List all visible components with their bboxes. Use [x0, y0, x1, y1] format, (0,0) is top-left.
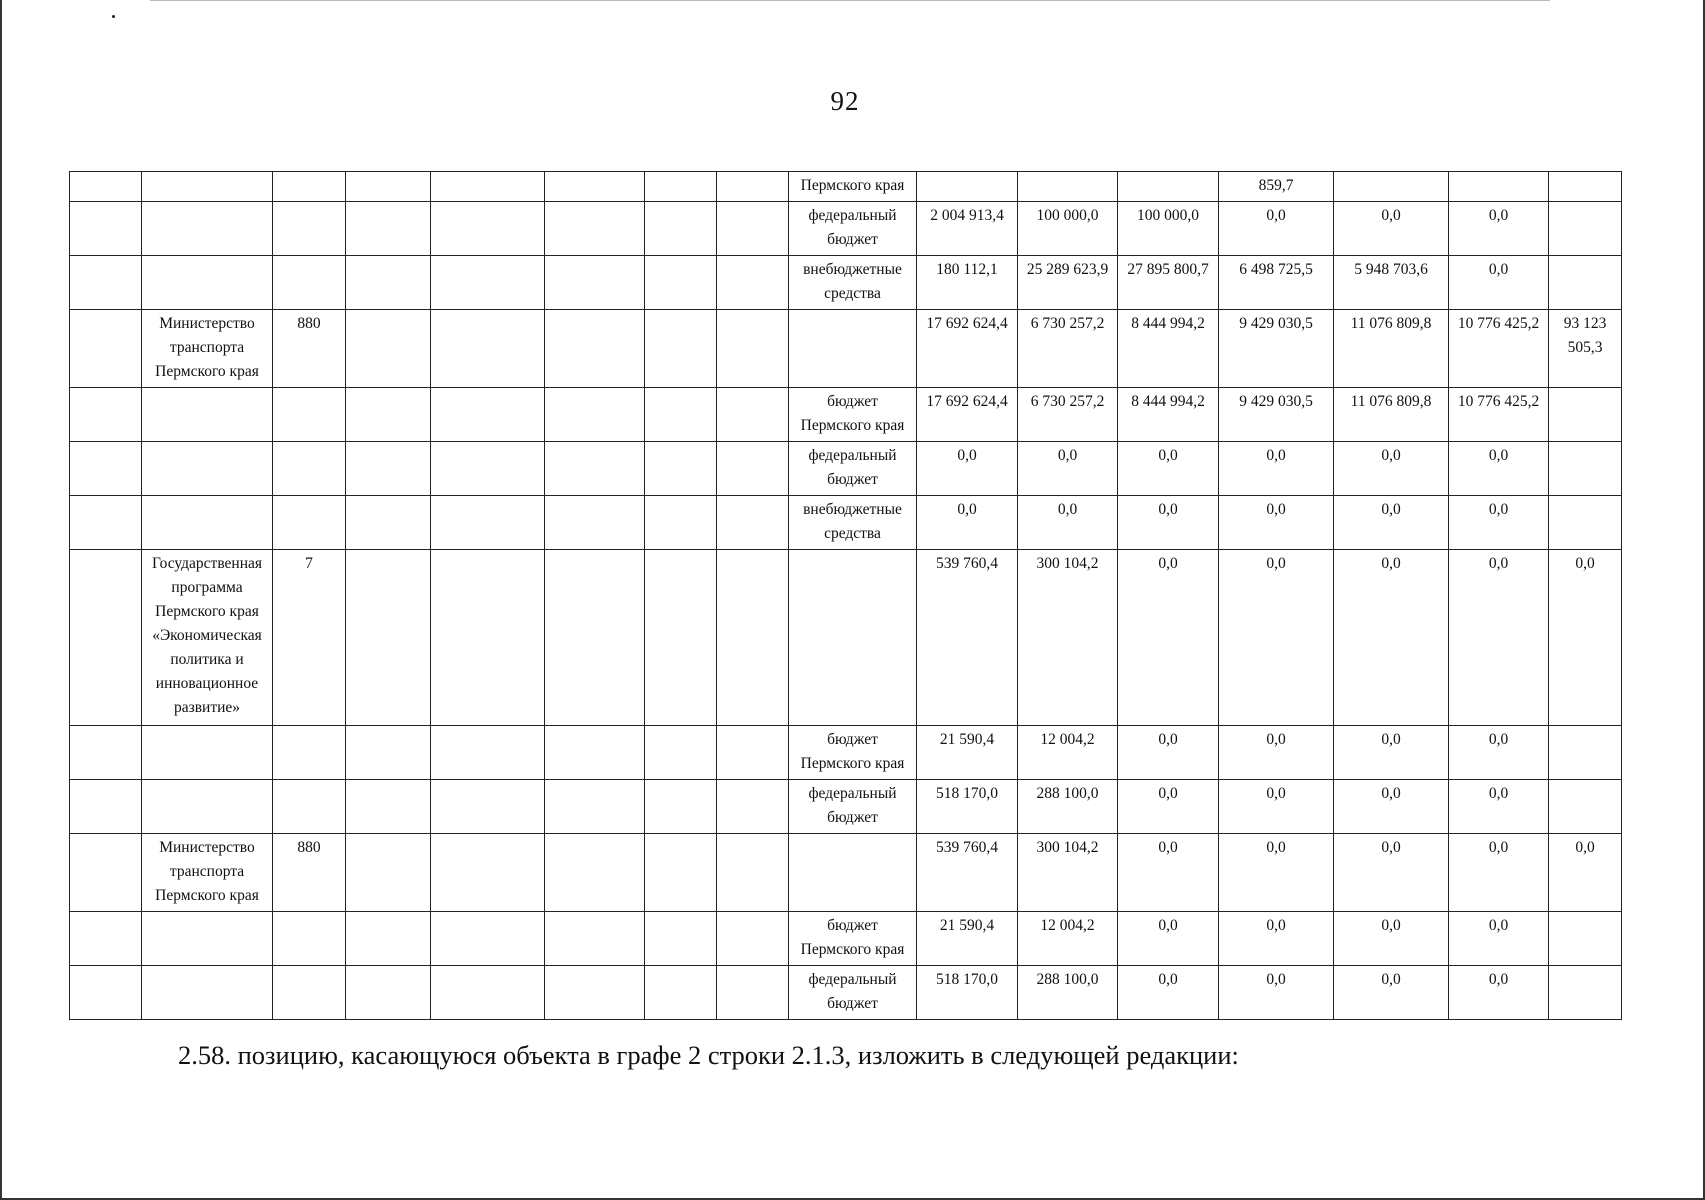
code-cell: 880 [273, 310, 346, 388]
value-cell: 0,0 [1219, 780, 1334, 834]
row-number-cell [70, 834, 142, 912]
value-cell: 0,0 [1334, 834, 1449, 912]
empty-cell [545, 202, 645, 256]
funding-source-cell [789, 550, 917, 726]
empty-cell [545, 726, 645, 780]
organization-cell [142, 912, 273, 966]
value-cell [917, 172, 1018, 202]
empty-cell [645, 172, 717, 202]
table-row [70, 202, 1622, 256]
empty-cell [346, 172, 431, 202]
empty-cell [346, 966, 431, 1020]
code-cell [273, 442, 346, 496]
empty-cell [346, 202, 431, 256]
row-number-cell [70, 780, 142, 834]
empty-cell [431, 256, 545, 310]
budget-table [69, 171, 1622, 1020]
organization-cell [142, 966, 273, 1020]
empty-cell [545, 912, 645, 966]
empty-cell [645, 202, 717, 256]
amendment-note: 2.58. позицию, касающуюся объекта в графе 2 строки 2.1.3, изложить в следующей редакции: [178, 1040, 1239, 1070]
table-row [70, 550, 1622, 726]
scan-speck [112, 15, 115, 18]
value-cell [1549, 172, 1622, 202]
funding-source-cell [789, 834, 917, 912]
empty-cell [545, 550, 645, 726]
row-number-cell [70, 202, 142, 256]
empty-cell [431, 912, 545, 966]
value-cell: 539 760,4 [917, 834, 1018, 912]
value-cell: 518 170,0 [917, 780, 1018, 834]
value-cell: 300 104,2 [1018, 550, 1118, 726]
empty-cell [346, 310, 431, 388]
table-row [70, 726, 1622, 780]
row-number-cell [70, 256, 142, 310]
value-cell: 5 948 703,6 [1334, 256, 1449, 310]
empty-cell [346, 780, 431, 834]
value-cell: 0,0 [1449, 780, 1549, 834]
row-number-cell [70, 388, 142, 442]
table-body [70, 172, 1622, 1020]
value-cell: 100 000,0 [1018, 202, 1118, 256]
value-cell: 0,0 [1449, 966, 1549, 1020]
empty-cell [431, 550, 545, 726]
table-row [70, 256, 1622, 310]
code-cell: 880 [273, 834, 346, 912]
value-cell: 300 104,2 [1018, 834, 1118, 912]
table-row [70, 496, 1622, 550]
code-cell [273, 912, 346, 966]
funding-source-cell: Пермского края [789, 172, 917, 202]
empty-cell [717, 388, 789, 442]
value-cell [1549, 442, 1622, 496]
value-cell: 93 123 505,3 [1549, 310, 1622, 388]
empty-cell [645, 388, 717, 442]
empty-cell [717, 202, 789, 256]
value-cell: 0,0 [1219, 442, 1334, 496]
value-cell: 0,0 [1118, 726, 1219, 780]
empty-cell [545, 966, 645, 1020]
empty-cell [545, 310, 645, 388]
value-cell: 8 444 994,2 [1118, 310, 1219, 388]
empty-cell [717, 310, 789, 388]
empty-cell [645, 780, 717, 834]
value-cell: 0,0 [1449, 202, 1549, 256]
value-cell: 518 170,0 [917, 966, 1018, 1020]
empty-cell [717, 834, 789, 912]
value-cell [1549, 726, 1622, 780]
value-cell: 0,0 [1334, 912, 1449, 966]
value-cell [1334, 172, 1449, 202]
row-number-cell [70, 496, 142, 550]
value-cell: 0,0 [1334, 442, 1449, 496]
organization-cell [142, 256, 273, 310]
empty-cell [431, 442, 545, 496]
row-number-cell [70, 172, 142, 202]
page-number: 92 [830, 86, 860, 116]
row-number-cell [70, 442, 142, 496]
empty-cell [645, 966, 717, 1020]
empty-cell [645, 550, 717, 726]
value-cell [1118, 172, 1219, 202]
empty-cell [645, 726, 717, 780]
empty-cell [346, 256, 431, 310]
empty-cell [545, 388, 645, 442]
value-cell: 17 692 624,4 [917, 388, 1018, 442]
empty-cell [717, 172, 789, 202]
code-cell [273, 780, 346, 834]
value-cell: 0,0 [1334, 496, 1449, 550]
value-cell: 0,0 [1018, 442, 1118, 496]
organization-cell: Министерство транспорта Пермского края [142, 310, 273, 388]
value-cell: 21 590,4 [917, 726, 1018, 780]
empty-cell [545, 172, 645, 202]
funding-source-cell [789, 310, 917, 388]
funding-source-cell: федеральный бюджет [789, 442, 917, 496]
value-cell: 288 100,0 [1018, 780, 1118, 834]
row-number-cell [70, 966, 142, 1020]
empty-cell [645, 834, 717, 912]
value-cell: 0,0 [1219, 966, 1334, 1020]
value-cell: 0,0 [1118, 966, 1219, 1020]
value-cell [1549, 256, 1622, 310]
value-cell: 0,0 [1219, 726, 1334, 780]
value-cell: 0,0 [917, 496, 1018, 550]
value-cell: 0,0 [1219, 202, 1334, 256]
value-cell: 0,0 [1449, 442, 1549, 496]
value-cell: 0,0 [1118, 550, 1219, 726]
empty-cell [717, 550, 789, 726]
value-cell: 0,0 [1334, 550, 1449, 726]
organization-cell [142, 388, 273, 442]
code-cell [273, 496, 346, 550]
value-cell: 21 590,4 [917, 912, 1018, 966]
value-cell: 12 004,2 [1018, 726, 1118, 780]
empty-cell [717, 966, 789, 1020]
empty-cell [346, 496, 431, 550]
scan-edge-left [0, 0, 2, 1200]
value-cell: 0,0 [1334, 780, 1449, 834]
value-cell: 0,0 [1549, 834, 1622, 912]
empty-cell [645, 310, 717, 388]
value-cell: 9 429 030,5 [1219, 310, 1334, 388]
empty-cell [346, 912, 431, 966]
value-cell: 0,0 [1449, 834, 1549, 912]
value-cell: 0,0 [1118, 442, 1219, 496]
empty-cell [717, 442, 789, 496]
empty-cell [431, 780, 545, 834]
empty-cell [545, 256, 645, 310]
funding-source-cell: внебюджетные средства [789, 496, 917, 550]
row-number-cell [70, 726, 142, 780]
empty-cell [431, 388, 545, 442]
empty-cell [717, 912, 789, 966]
value-cell [1018, 172, 1118, 202]
value-cell [1549, 496, 1622, 550]
empty-cell [431, 834, 545, 912]
value-cell: 11 076 809,8 [1334, 388, 1449, 442]
value-cell: 0,0 [1449, 912, 1549, 966]
organization-cell: Государственная программа Пермского края «Экономическая политика и инновационное развитие» [142, 550, 273, 726]
value-cell: 9 429 030,5 [1219, 388, 1334, 442]
code-cell [273, 202, 346, 256]
empty-cell [645, 442, 717, 496]
funding-source-cell: федеральный бюджет [789, 780, 917, 834]
value-cell: 0,0 [1118, 912, 1219, 966]
value-cell: 0,0 [1018, 496, 1118, 550]
table-row [70, 442, 1622, 496]
value-cell: 0,0 [1549, 550, 1622, 726]
scan-edge-top [150, 0, 1550, 1]
empty-cell [645, 256, 717, 310]
code-cell [273, 256, 346, 310]
value-cell: 0,0 [1219, 912, 1334, 966]
table-row [70, 780, 1622, 834]
empty-cell [545, 442, 645, 496]
value-cell: 0,0 [1219, 550, 1334, 726]
value-cell: 288 100,0 [1018, 966, 1118, 1020]
value-cell: 12 004,2 [1018, 912, 1118, 966]
empty-cell [346, 550, 431, 726]
empty-cell [645, 912, 717, 966]
empty-cell [346, 726, 431, 780]
organization-cell [142, 780, 273, 834]
organization-cell: Министерство транспорта Пермского края [142, 834, 273, 912]
value-cell: 10 776 425,2 [1449, 310, 1549, 388]
value-cell: 0,0 [1449, 496, 1549, 550]
code-cell [273, 966, 346, 1020]
table-row [70, 966, 1622, 1020]
value-cell: 11 076 809,8 [1334, 310, 1449, 388]
organization-cell [142, 496, 273, 550]
value-cell: 0,0 [1118, 496, 1219, 550]
value-cell: 100 000,0 [1118, 202, 1219, 256]
value-cell: 0,0 [1449, 256, 1549, 310]
code-cell [273, 726, 346, 780]
value-cell: 25 289 623,9 [1018, 256, 1118, 310]
empty-cell [545, 834, 645, 912]
value-cell: 0,0 [1219, 496, 1334, 550]
table-row [70, 912, 1622, 966]
funding-source-cell: внебюджетные средства [789, 256, 917, 310]
value-cell: 0,0 [1118, 780, 1219, 834]
value-cell: 2 004 913,4 [917, 202, 1018, 256]
value-cell [1549, 388, 1622, 442]
funding-source-cell: федеральный бюджет [789, 966, 917, 1020]
value-cell [1549, 780, 1622, 834]
value-cell: 6 498 725,5 [1219, 256, 1334, 310]
row-number-cell [70, 912, 142, 966]
value-cell: 17 692 624,4 [917, 310, 1018, 388]
value-cell: 0,0 [1334, 966, 1449, 1020]
empty-cell [545, 496, 645, 550]
organization-cell [142, 726, 273, 780]
value-cell: 539 760,4 [917, 550, 1018, 726]
value-cell: 0,0 [1118, 834, 1219, 912]
value-cell: 859,7 [1219, 172, 1334, 202]
empty-cell [346, 388, 431, 442]
value-cell: 0,0 [1449, 550, 1549, 726]
value-cell: 8 444 994,2 [1118, 388, 1219, 442]
value-cell: 0,0 [1449, 726, 1549, 780]
row-number-cell [70, 310, 142, 388]
code-cell: 7 [273, 550, 346, 726]
organization-cell [142, 172, 273, 202]
organization-cell [142, 202, 273, 256]
empty-cell [346, 834, 431, 912]
value-cell [1449, 172, 1549, 202]
value-cell [1549, 202, 1622, 256]
funding-source-cell: бюджет Пермского края [789, 726, 917, 780]
empty-cell [717, 780, 789, 834]
value-cell [1549, 912, 1622, 966]
empty-cell [545, 780, 645, 834]
empty-cell [346, 442, 431, 496]
value-cell: 0,0 [917, 442, 1018, 496]
table-row [70, 172, 1622, 202]
value-cell: 0,0 [1334, 726, 1449, 780]
value-cell [1549, 966, 1622, 1020]
value-cell: 6 730 257,2 [1018, 388, 1118, 442]
funding-source-cell: бюджет Пермского края [789, 912, 917, 966]
table-row [70, 834, 1622, 912]
value-cell: 0,0 [1219, 834, 1334, 912]
empty-cell [431, 202, 545, 256]
code-cell [273, 172, 346, 202]
empty-cell [431, 726, 545, 780]
table-row [70, 310, 1622, 388]
funding-source-cell: федеральный бюджет [789, 202, 917, 256]
row-number-cell [70, 550, 142, 726]
empty-cell [431, 496, 545, 550]
value-cell: 10 776 425,2 [1449, 388, 1549, 442]
table-row [70, 388, 1622, 442]
value-cell: 0,0 [1334, 202, 1449, 256]
value-cell: 6 730 257,2 [1018, 310, 1118, 388]
empty-cell [717, 726, 789, 780]
code-cell [273, 388, 346, 442]
empty-cell [717, 496, 789, 550]
empty-cell [645, 496, 717, 550]
value-cell: 27 895 800,7 [1118, 256, 1219, 310]
organization-cell [142, 442, 273, 496]
empty-cell [717, 256, 789, 310]
empty-cell [431, 966, 545, 1020]
value-cell: 180 112,1 [917, 256, 1018, 310]
empty-cell [431, 172, 545, 202]
funding-source-cell: бюджет Пермского края [789, 388, 917, 442]
empty-cell [431, 310, 545, 388]
